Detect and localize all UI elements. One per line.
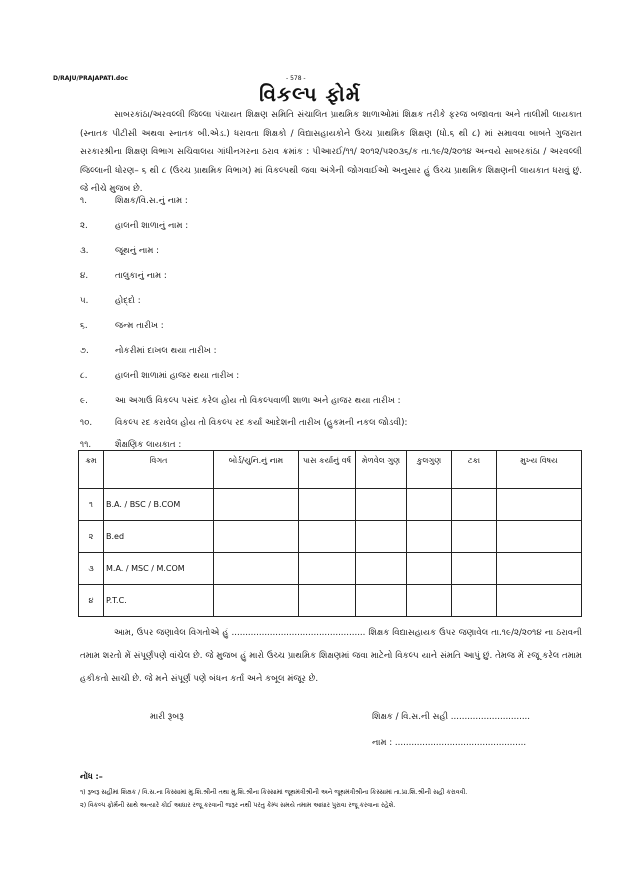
field-label: નોકરીમાં દાખલ થયા તારીખ : xyxy=(115,346,217,356)
field-current-school-date xyxy=(80,369,239,383)
table-row xyxy=(79,521,582,553)
col-header-percent: ટકા xyxy=(452,451,497,489)
cell-subject[interactable] xyxy=(497,489,582,521)
row-sr: ૩ xyxy=(79,553,104,585)
field-number: ૨. xyxy=(80,221,88,231)
col-header-total: કુલગુણ xyxy=(407,451,452,489)
row-detail: B.ed xyxy=(104,521,214,553)
row-detail: B.A. / BSC / B.COM xyxy=(104,489,214,521)
intro-paragraph: સાબરકાંઠા/અરવલ્લી જિલ્લા પંચાયત શિક્ષણ સમિતિ સંચાલિત પ્રાથમિક શાળાઓમાં શિક્ષક તરીકે ફરજ બજાવતા અને તાલીમી લાયકાત (સ્નાતક પીટીસી અથવા સ્નાતક બી.એડ.) ધરાવતા શિક્ષકો / વિદ્યાસહાયકોને ઉચ્ચ પ્રાથમિક શિક્ષણ (ધો.૬ થી ૮) માં સમાવવા બાબતે ગુજરાત સરકારશ્રીના શિક્ષણ વિભાગ સચિવાલય ગાંધીનગરના ઠરાવ ક્રમાંક : પીઆરઈ/૧૧/ ૨૦૧૨/૫૨૦૩૬/ક તા.૧૯/૨/૨૦૧૪ અન્વયે સાબરકાંઠા / અરવલ્લી જિલ્લાની ધોરણ– ૬ થી ૮ (ઉચ્ચ પ્રાથમિક વિભાગ) માં વિકલ્પથી જવા અંગેની જોગવાઈઓ અનુસાર હું ઉચ્ચ પ્રાથમિક શિક્ષણની લાયકાત ધરાવું છું. જે નીચે મુજબ છે. xyxy=(80,110,582,194)
row-detail: M.A. / MSC / M.COM xyxy=(104,553,214,585)
cell-marks[interactable] xyxy=(356,489,407,521)
field-birth-date xyxy=(80,319,164,333)
cell-marks[interactable] xyxy=(356,553,407,585)
col-header-marks: મેળવેલ ગુણ xyxy=(356,451,407,489)
cell-total[interactable] xyxy=(407,553,452,585)
row-sr: ૧ xyxy=(79,489,104,521)
page-number: - 578 - xyxy=(286,75,306,82)
table-row xyxy=(79,489,582,521)
cell-total[interactable] xyxy=(407,489,452,521)
note-item: ૧) રૂબરૂ સહીમાં શિક્ષક / વિ.સ.ના કિસ્સામાં મુ.શિ.શ્રીની તથા મુ.શિ.શ્રીના કિસ્સામાં જૂથમંત્રીશ્રીની અને જૂથમંત્રીશ્રીના કિસ્સામાં તા.પ્રા.શિ.શ્રીની સહી કરાવવી. xyxy=(80,789,468,796)
table-row xyxy=(79,585,582,617)
field-label: હાલની શાળામાં હાજર થયા તારીખ : xyxy=(115,371,240,381)
cell-subject[interactable] xyxy=(497,553,582,585)
field-number: ૩. xyxy=(80,246,89,256)
cell-board[interactable] xyxy=(214,585,299,617)
table-row xyxy=(79,553,582,585)
file-path: D/RAJU/PRAJAPATI.doc xyxy=(53,75,128,82)
field-number: ૬. xyxy=(80,321,88,331)
field-group-name xyxy=(80,244,159,258)
field-label: જન્મ તારીખ : xyxy=(115,321,164,331)
cell-percent[interactable] xyxy=(452,553,497,585)
teacher-signature-line[interactable]: શિક્ષક / વિ.સ.ની સહી ............................. xyxy=(372,712,531,722)
col-header-board: બોર્ડ/યુનિ.નું નામ xyxy=(214,451,299,489)
field-label: આ અગાઉ વિકલ્પ પસંદ કરેલ હોય તો વિકલ્પવાળી શાળા અને હાજર થયા તારીખ : xyxy=(115,396,401,406)
col-header-pass-year: પાસ કર્યાનું વર્ષ xyxy=(299,451,356,489)
field-label: તાલુકાનું નામ : xyxy=(115,271,167,281)
field-number: ૧૧. xyxy=(80,440,92,450)
field-designation xyxy=(80,294,141,308)
col-header-detail: વિગત xyxy=(104,451,214,489)
row-detail: P.T.C. xyxy=(104,585,214,617)
cell-total[interactable] xyxy=(407,521,452,553)
field-school-name xyxy=(80,219,188,233)
col-header-subject: મુખ્ય વિષય xyxy=(497,451,582,489)
qualification-table xyxy=(78,450,582,617)
cell-pass-year[interactable] xyxy=(299,553,356,585)
cell-pass-year[interactable] xyxy=(299,585,356,617)
witness-signature-label: મારી રૂબરૂ xyxy=(150,712,184,722)
field-number: ૭. xyxy=(80,346,89,356)
notes-heading: નોંધ :– xyxy=(80,772,103,781)
field-joining-date xyxy=(80,344,217,358)
cell-pass-year[interactable] xyxy=(299,489,356,521)
field-label: શિક્ષક/વિ.સ.નું નામ : xyxy=(115,196,188,206)
field-number: ૮. xyxy=(80,371,88,381)
row-sr: ૪ xyxy=(79,585,104,617)
field-number: ૯. xyxy=(80,396,88,406)
field-label: હોદ્દો : xyxy=(115,296,141,306)
cell-subject[interactable] xyxy=(497,585,582,617)
field-taluka-name xyxy=(80,269,167,283)
col-header-sr: ક્રમ xyxy=(79,451,104,489)
field-label: હાલની શાળાનું નામ : xyxy=(115,221,189,231)
field-teacher-name xyxy=(80,194,188,208)
field-previous-option xyxy=(80,394,401,408)
cell-board[interactable] xyxy=(214,521,299,553)
cell-marks[interactable] xyxy=(356,585,407,617)
row-sr: ૨ xyxy=(79,521,104,553)
cell-board[interactable] xyxy=(214,553,299,585)
cell-total[interactable] xyxy=(407,585,452,617)
teacher-name-line[interactable]: નામ : ................................................ xyxy=(372,738,527,748)
field-number: ૪. xyxy=(80,271,89,281)
declaration-paragraph: આમ, ઉપર જણાવેલ વિગતોએ હું ................................................. શિક્ષક વિદ્યાસહાયક ઉપર જણાવેલ તા.૧૯/૨/૨૦૧૪ ના ઠરાવની તમામ શરતો મેં સંપૂર્ણપણે વાંચેલ છે. જે મુજબ હું મારો ઉચ્ચ પ્રાથમિક શિક્ષણમાં જવા માટેનો વિકલ્પ યાને સંમતિ આપું છું. તેમજ મેં રજૂ કરેલ તમામ હકીકતો સાચી છે. જે મને સંપૂર્ણ પણે બંધન કર્તા અને કબૂલ મંજૂર છે. xyxy=(80,628,582,684)
note-item: ૨) વિકલ્પ ફોર્મની સાથે અત્યારે કોઈ આધાર રજૂ કરવાની જરૂર નથી પરંતુ કેમ્પ સમયે તમામ આધાર પુરાવા રજૂ કરવાના રહેશે. xyxy=(80,802,396,809)
field-option-cancelled xyxy=(80,416,407,430)
cell-pass-year[interactable] xyxy=(299,521,356,553)
field-number: ૫. xyxy=(80,296,89,306)
cell-percent[interactable] xyxy=(452,521,497,553)
form-title: વિકલ્પ ફોર્મ xyxy=(259,82,361,106)
cell-percent[interactable] xyxy=(452,585,497,617)
field-label: વિકલ્પ રદ કરાવેલ હોય તો વિકલ્પ રદ કર્યા આદેશની તારીખ (હુકમની નકલ જોડવી): xyxy=(115,418,408,428)
table-header-row xyxy=(79,451,582,489)
field-label: જૂથનું નામ : xyxy=(115,246,160,256)
cell-subject[interactable] xyxy=(497,521,582,553)
cell-board[interactable] xyxy=(214,489,299,521)
field-number: ૧૦. xyxy=(80,418,93,428)
field-label: શૈક્ષણિક લાયકાત : xyxy=(115,440,182,450)
field-number: ૧. xyxy=(80,196,87,206)
cell-percent[interactable] xyxy=(452,489,497,521)
cell-marks[interactable] xyxy=(356,521,407,553)
